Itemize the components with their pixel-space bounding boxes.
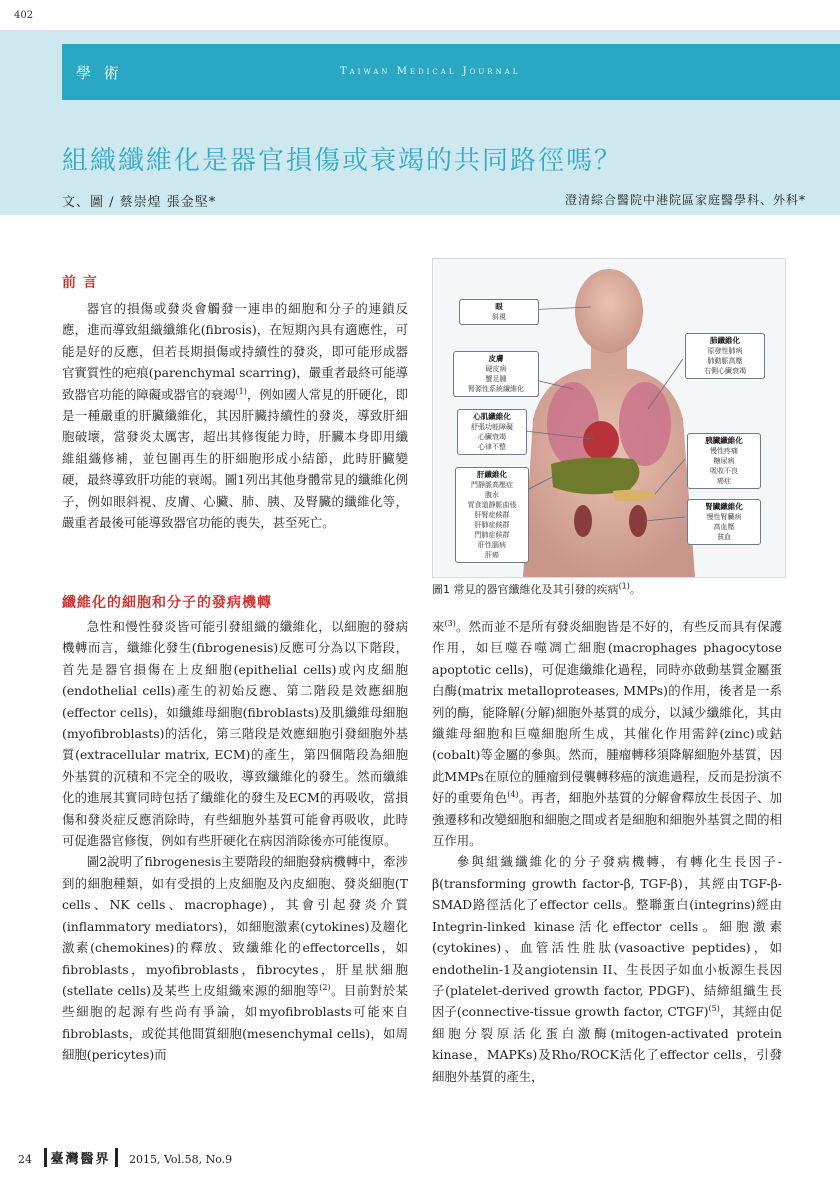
issue-info: 2015, Vol.58, No.9 (129, 1153, 233, 1166)
paragraph-1: 器官的損傷或發炎會觸發一連串的細胞和分子的連鎖反應，進而導致組織纖維化(fibrosis)，在短期內具有適應性，可能是好的反應，但若長期損傷或持續性的發炎，即可能形成器官實質性的疤痕(parenchymal scarring)，嚴重者最終可能導致器官功能的障礙或器官的衰竭$^{(1)}$，例如國人常見的肝硬化，即是一種嚴重的肝臟纖維化，其因肝臟持續性的發炎，導致肝細胞破壞，當發炎太厲害，超出其修復能力時，肝臟本身即用纖維組織修補，並包圍再生的肝細胞形成小結節，此時肝臟變硬，最終導致肝功能的衰竭。圖1列出其他身體常見的纖維化例子，例如眼斜視、皮膚、心臟、肺、胰、及腎臟的纖維化等，嚴重者最後可能導致器官功能的喪失，甚至死亡。 (62, 301, 409, 531)
mechanism-text (62, 616, 408, 1066)
page-footer (18, 1148, 232, 1167)
byline: 文、圖 / 蔡崇煌 張金堅* (62, 195, 217, 210)
figure-1 (432, 258, 786, 578)
preface-heading: 前 言 (62, 275, 98, 291)
section-label: 學 術 (76, 64, 123, 82)
figure-caption: 圖1 常見的器官纖維化及其引發的疾病$^{(1)}$。 (432, 581, 641, 596)
label-liver: 肝纖維化 門靜脈高壓症 腹水 胃食道靜脈曲張 肝腎症候群 肝肺症候群 門肺症候群 肝性腦病 肝癌 (455, 467, 529, 563)
label-heart: 心肌纖維化 舒張功能障礙 心臟衰竭 心律不整 (457, 409, 527, 455)
bottom-page-number: 24 (18, 1153, 32, 1166)
label-lung: 肺纖維化 原發性肺病 肺動脈高壓 右側心臟衰竭 (685, 333, 765, 379)
paragraph-3: 圖2說明了fibrogenesis主要階段的細胞發病機轉中，牽涉到的細胞種類，如有受損的上皮細胞及內皮細胞、發炎細胞(T cells、NK cells、macrophage)，其會引起發炎介質(inflammatory mediators)，如細胞激素(cytokines)及趨化激素(chemokines)的釋放、致纖維化的effectorcells，如fibroblasts，myofibroblasts，fibrocytes，肝星狀細胞(stellate cells)及某些上皮組織來源的細胞等$^{(2)}$。目前對於某些細胞的起源有些尚有爭論，如myofibroblasts可能來自fibroblasts，或從其他間質細胞(mesenchymal cells)，如周細胞(pericytes)而 (62, 854, 408, 1063)
liver-shape (551, 457, 639, 494)
journal-logo: 臺灣醫界 (44, 1148, 118, 1167)
affiliation: 澄清綜合醫院中港院區家庭醫學科、外科* (564, 193, 806, 207)
right-column-text (432, 616, 782, 1087)
head-shape (575, 269, 643, 353)
mechanism-heading: 纖維化的細胞和分子的發病機轉 (62, 595, 272, 611)
paragraph-2: 急性和慢性發炎皆可能引發組織的纖維化，以細胞的發病機轉而言，纖維化發生(fibrogenesis)反應可分為以下階段，首先是器官損傷在上皮細胞(epithelial cells)或內皮細胞(endothelial cells)產生的初始反應、第二階段是效應細胞(effector cells)，如纖維母細胞(fibroblasts)及肌纖維母細胞(myofibroblasts)的活化，第三階段是效應細胞引發細胞外基質(extracellular matrix, ECM)的產生，第四個階段為細胞外基質的沉積和不完全的吸收，導致纖維化的發生。然而纖維化的進展其實同時包括了纖維化的發生及ECM的再吸收，當損傷和發炎症反應消除時，有些細胞外基質可能會再吸收，此時可促進器官修復，例如有些肝硬化在病因消除後亦可能復原。 (62, 619, 408, 849)
label-eye: 眼 斜視 (459, 299, 539, 325)
preface-text (62, 298, 408, 533)
kidney-shape-2 (574, 505, 592, 537)
top-page-number: 402 (14, 10, 34, 21)
label-kidney: 腎臟纖維化 慢性腎臟病 高血壓 貧血 (687, 499, 761, 545)
right-lung-shape (619, 382, 671, 466)
label-pancreas: 胰臟纖維化 慢性疼痛 糖尿病 吸收不良 癌症 (687, 433, 761, 489)
paragraph-4: 來$^{(3)}$。然而並不是所有發炎細胞皆是不好的，有些反而具有保護作用，如巨噬吞噬凋亡細胞(macrophages phagocytose apoptotic cells)，可促進纖維化過程，同時亦啟動基質金屬蛋白酶(matrix metalloproteases, MMPs)的作用，後者是一系列的酶，能降解(分解)細胞外基質的成分，以減少纖維化，其由纖維母細胞和巨噬細胞所生成，其催化作用需鋅(zinc)或鈷(cobalt)等金屬的參與。然而，腫瘤轉移須降解細胞外基質，因此MMPs在原位的腫瘤到侵襲轉移癌的演進過程，反而是扮演不好的重要角色$^{(4)}$。再者，細胞外基質的分解會釋放生長因子、加強遷移和改變細胞和細胞之間或者是細胞和細胞外基質之間的相互作用。 (432, 618, 783, 849)
article-title: 組織纖維化是器官損傷或衰竭的共同路徑嗎？ (62, 146, 623, 176)
heart-shape (583, 421, 619, 461)
label-skin: 皮膚 硬皮病 蟹足腫 腎源性系統纖維化 (453, 351, 539, 397)
journal-name: Taiwan Medical Journal (340, 66, 521, 77)
kidney-shape (629, 505, 647, 537)
paragraph-5: 參與組織纖維化的分子發病機轉，有轉化生長因子-β(transforming growth factor-β, TGF-β)，其經由TGF-β-SMAD路徑活化了effector cells。整聯蛋白(integrins)經由Integrin-linked kinase活化effector cells。細胞激素(cytokines)、血管活性胜肽(vasoactive peptides)，如endothelin-1及angiotensin II、生長因子如血小板源生長因子(platelet-derived growth factor, PDGF)、結締組織生長因子(connective-tissue growth factor, CTGF)$^{(5)}$，其經由促細胞分裂原活化蛋白激酶(mitogen-activated protein kinase，MAPKs)及Rho/ROCK活化了effector cells，引發細胞外基質的產生， (432, 854, 782, 1084)
